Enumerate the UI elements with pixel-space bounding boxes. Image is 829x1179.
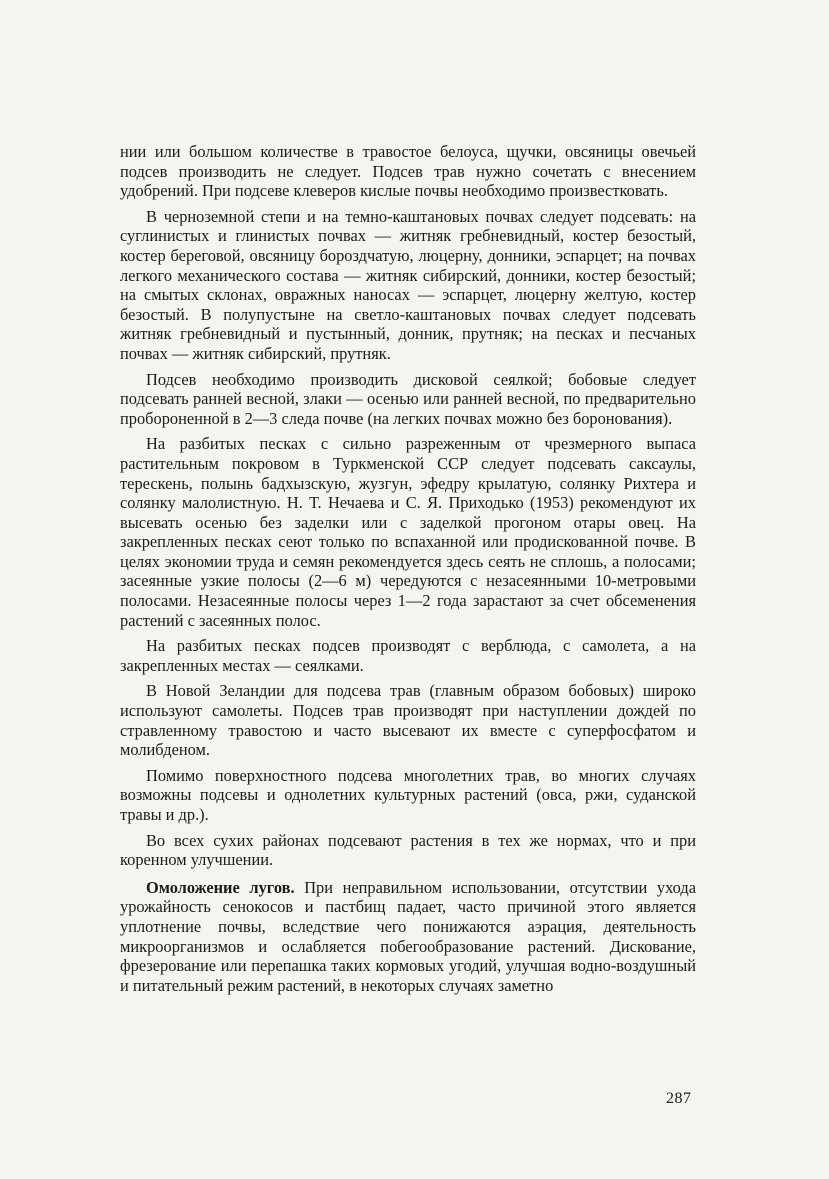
paragraph-sands-turkmen: На разбитых песках с сильно разреженным от чрезмерного выпаса растительным покровом в Туркменской ССР следует подсевать саксаулы, терескень, полынь бадхызскую, жузгун, эфедру крылатую, солянку Рихтера и солянку малолистную. Н. Т. Нечаева и С. Я. Приходько (1953) рекомендуют их высевать осенью без заделки или с заделкой прогоном отары овец. На закрепленных песках сеют только по вспаханной или продискованной почве. В целях экономии труда и семян рекомендуется здесь сеять не сплошь, а полосами; засеянные узкие полосы (2—6 м) чередуются с незасеянными 10-метровыми полосами. Незасеянные полосы через 1—2 года зарастают за счет обсеменения растений с засеянных полос. <box>120 434 696 630</box>
paragraph-meadow-rejuvenation <box>120 878 696 996</box>
paragraph-annual-crops: Помимо поверхностного подсева многолетних трав, во многих случаях возможны подсевы и однолетних культурных растений (овса, ржи, суданской травы и др.). <box>120 765 696 824</box>
paragraph-dry-regions: Во всех сухих районах подсевают растения в тех же нормах, что и при коренном улучшении. <box>120 830 696 870</box>
paragraph-steppe-sowing: В черноземной степи и на темно-каштановых почвах следует подсевать: на суглинистых и глинистых почвах — житняк гребневидный, костер безостый, костер береговой, овсяницу бороздчатую, люцерну, донники, эспарцет; на почвах легкого механического состава — житняк сибирский, донники, костер безостый; на смытых склонах, овражных наносах — эспарцет, люцерну желтую, костер безостый. В полупустыне на светло-каштановых почвах следует подсевать житняк гребневидный и пустынный, донник, прутняк; на песках и песчаных почвах — житняк сибирский, прутняк. <box>120 206 696 363</box>
page-text <box>120 142 696 1001</box>
page-number: 287 <box>666 1090 692 1107</box>
paragraph-new-zealand: В Новой Зеландии для подсева трав (главным образом бобовых) широко используют самолеты. Подсев трав производят при наступлении дождей по стравленному травостою и часто высевают их вместе с суперфосфатом и молибденом. <box>120 681 696 760</box>
paragraph-body: При неправильном использовании, отсутствии ухода урожайность сенокосов и пастбищ падает, часто причиной этого является уплотнение почвы, вследствие чего понижаются аэрация, деятельность микроорганизмов и ослабляется побегообразование растений. Дискование, фрезерование или перепашка таких кормовых угодий, улучшая водно-воздушный и питательный режим растений, в некоторых случаях заметно <box>120 877 696 995</box>
paragraph-camel-aircraft: На разбитых песках подсев производят с верблюда, с самолета, а на закрепленных местах — сеялками. <box>120 636 696 675</box>
paragraph-disc-seeder: Подсев необходимо производить дисковой сеялкой; бобовые следует подсевать ранней весной, злаки — осенью или ранней весной, по предварительно пробороненной в 2—3 следа почве (на легких почвах можно без боронования). <box>120 369 696 428</box>
section-heading: Омоложение лугов. <box>146 877 295 897</box>
paragraph-continued: нии или большом количестве в травостое белоуса, щучки, овсяницы овечьей подсев производить не следует. Подсев трав нужно сочетать с внесением удобрений. При подсеве клеверов кислые почвы необходимо произвестковать. <box>120 142 696 201</box>
